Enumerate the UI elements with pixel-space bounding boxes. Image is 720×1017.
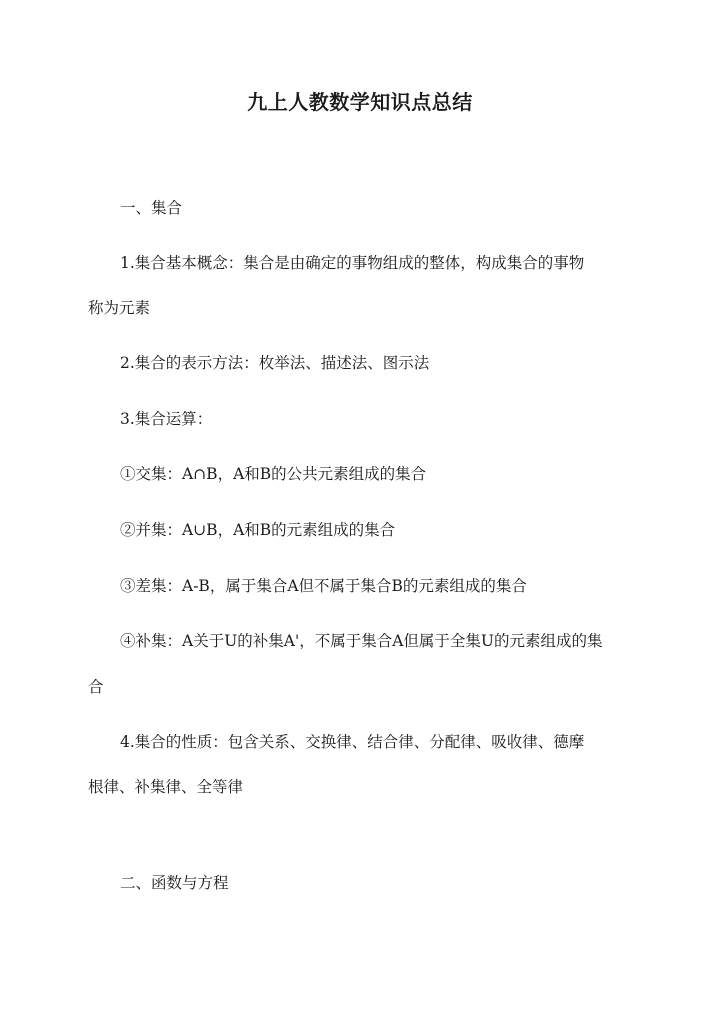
paragraph-line: 1.集合基本概念：集合是由确定的事物组成的整体，构成集合的事物 xyxy=(120,254,585,272)
list-item-union: ②并集：A∪B，A和B的元素组成的集合 xyxy=(120,521,396,539)
list-item-difference: ③差集：A-B，属于集合A但不属于集合B的元素组成的集合 xyxy=(120,577,527,595)
list-item-complement: ④补集：A关于U的补集A'，不属于集合A但属于全集U的元素组成的集 xyxy=(120,632,603,650)
paragraph-line: 称为元素 xyxy=(88,299,151,317)
paragraph-line: 2.集合的表示方法：枚举法、描述法、图示法 xyxy=(120,354,430,372)
document-title: 九上人教数学知识点总结 xyxy=(247,90,473,114)
paragraph-line: 3.集合运算： xyxy=(120,410,213,428)
section-heading-sets: 一、集合 xyxy=(120,199,183,217)
paragraph-line: 根律、补集律、全等律 xyxy=(88,778,244,796)
list-item-intersection: ①交集：A∩B，A和B的公共元素组成的集合 xyxy=(120,465,427,483)
section-heading-functions: 二、函数与方程 xyxy=(120,874,229,892)
paragraph-line: 4.集合的性质：包含关系、交换律、结合律、分配律、吸收律、德摩 xyxy=(120,733,585,751)
paragraph-line: 合 xyxy=(88,678,104,696)
